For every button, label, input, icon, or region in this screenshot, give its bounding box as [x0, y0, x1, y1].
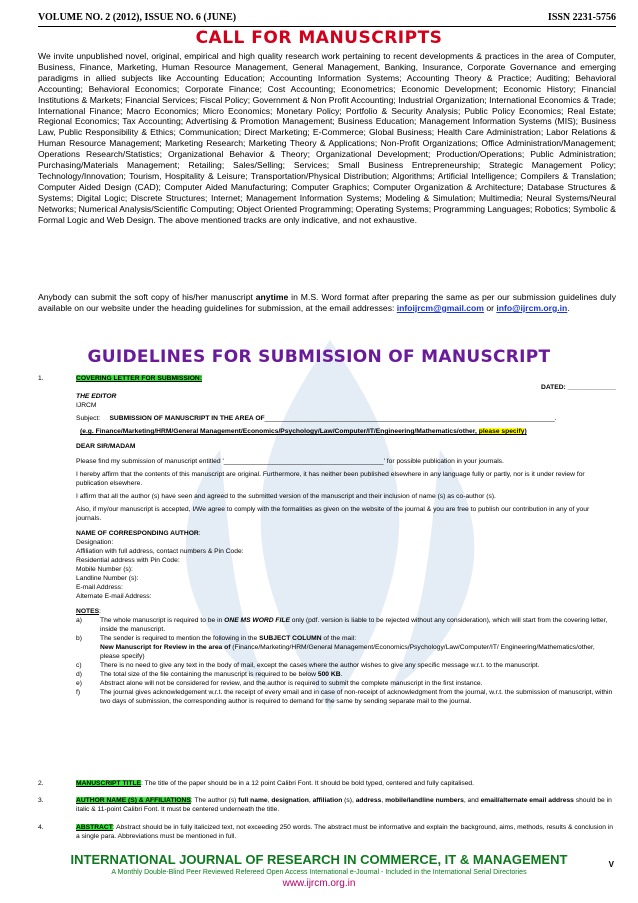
call-for-manuscripts-title: CALL FOR MANUSCRIPTS — [195, 28, 443, 48]
guidelines-title: GUIDELINES FOR SUBMISSION OF MANUSCRIPT — [87, 347, 551, 367]
footer — [0, 852, 638, 889]
submission-paragraph: Anybody can submit the soft copy of his/her manuscript anytime in M.S. Word format after preparing the same as per our submission guidelines duly available on our website under the heading guidelines for submission, at the email addresses: infoijrcm@gmail.com or info@ijrcm.org.in. — [38, 292, 616, 313]
email-link-ijrcm[interactable]: info@ijrcm.org.in — [496, 302, 568, 313]
intro-paragraph: We invite unpublished novel, original, empirical and high quality research work pertaining to recent developments & practices in the area of Computer, Business, Finance, Marketing, Human Resource Management, General Management, Banking, Insurance, Corporate Governance and emerging paradigms in allied subjects like Accounting Education; Accounting Information Systems; Accounting Theory & Practice; Auditing; Behavioral Accounting; Behavioral Economics; Corporate Finance; Cost Accounting; Econometrics; Economic Development; Economic History; Financial Institutions & Markets; Financial Services; Fiscal Policy; Government & Non Profit Accounting; Industrial Organization; International Economics & Trade; International Finance; Macro Economics; Micro Economics; Monetary Policy; Portfolio & Security Analysis; Public Policy Economics; Real Estate; Regional Economics; Tax Accounting; Advertising & Promotion Management; Business Education; Management Information Systems (MIS); Business Law, Public Responsibility & Ethics; Communication; Direct Marketing; E-Commerce; Global Business; Health Care Administration; Labor Relations & Human Resource Management; Marketing Research; Marketing Theory & Applications; Non-Profit Organizations; Office Administration/Management; Operations Research/Statistics; Organizational Behavior & Theory; Organizational Development; Production/Operations; Public Administration; Purchasing/Materials Management; Retailing; Sales/Selling; Services; Small Business Entrepreneurship; Strategic Management Policy; Technology/Innovation; Tourism, Hospitality & Leisure; Transportation/Physical Distribution; Algorithms; Artificial Intelligence; Compilers & Translation; Computer Aided Design (CAD); Computer Aided Manufacturing; Computer Graphics; Computer Organization & Architecture; Database Structures & Systems; Digital Logic; Discrete Structures; Internet; Management Information Systems; Modeling & Simulation; Multimedia; Neural Systems/Neural Networks; Numerical Analysis/Scientific Computing; Object Oriented Programming; Operating Systems; Programming Languages; Robotics; Symbolic & Formal Logic and Web Design. The above mentioned tracks are only indicative, and not exhaustive. — [38, 51, 616, 225]
notes-list — [76, 616, 616, 706]
issn: ISSN 2231-5756 — [547, 12, 616, 23]
covering-letter-heading: COVERING LETTER FOR SUBMISSION: — [76, 375, 202, 382]
note-f: f) The journal gives acknowledgement w.r.t. the receipt of every email and in case of non-receipt of acknowledgment from the journal, w.r.t. the submission of manuscript, within two days of submission, the corresponding author is required to demand for the same by sending separate mail to the journal. — [76, 689, 613, 705]
note-e: e) Abstract alone will not be considered for review, and the author is required to submit the complete manuscript in the first instance. — [76, 680, 483, 687]
section-covering-letter: 1. COVERING LETTER FOR SUBMISSION: DATED: _____________ THE EDITOR IJRCM Subject: SUBMISSION OF MANUSCRIPT IN THE AREA OF______________________________________________________________________________. (e.g. Finance/Marketing/HRM/General Management/Economics/Psychology/Law/Computer/IT/Engineering/Mathematics/other, please specify) DEAR SIR/MADAM Please find my submission of manuscript entitled '___________________________________________' for possible publication in your journals. I hereby affirm that the contents of this manuscript are original. Furthermore, it has neither been published elsewhere in any language fully or partly, nor is it under review for publication elsewhere. I affirm that all the author (s) have seen and agreed to the submitted version of the manuscript and their inclusion of name (s) as co-author (s). Also, if my/our manuscript is accepted, I/We agree to comply with the formalities as given on the website of the journal & you are free to publish our contribution in any of your journals. NAME OF CORRESPONDING AUTHOR: Designation: Affiliation with full address, contact numbers & Pin Code: Residential address with Pin Code: Mobile Number (s): Landline Number (s): E-mail Address: Alternate E-mail Address: NOTES: a) The whole manuscript is required to be in ONE MS WORD FILE only (pdf. version is liable to be rejected without any consideration), which will start from the covering letter, inside the manuscript. b) The sender is required to mention the following in the SUBJECT COLUMN of the mail: New Manuscript for Review in the area of (Finance/Marketing/HRM/General Management/Economics/Psychology/Law/Computer/IT/ Engineering/Mathematics/other, please specify) c) There is no need to give any text in the body of mail, except the cases where the author wishes to give any specific message w.r.t. to the manuscript. d) The total size of the file containing the manuscript is required to be below 500 KB. e) Abstract alone will not be considered for review, and the author is required to submit the complete manuscript in the first instance. f) The journal gives acknowledgement w.r.t. the receipt of every email and in case of non-receipt of acknowledgment from the journal, w.r.t. the submission of manuscript, within two days of submission, the corresponding author is required to demand for the same by sending separate mail to the journal. — [38, 375, 616, 705]
field-landline: Landline Number (s): — [76, 575, 139, 582]
notes-heading: NOTES: — [76, 608, 101, 615]
letter-para-1: Please find my submission of manuscript entitled '___________________________________________' for possible publication in your journals. — [76, 458, 504, 465]
letter-para-3: I affirm that all the author (s) have seen and agreed to the submitted version of the manuscript and their inclusion of name (s) as co-author (s). — [76, 493, 496, 500]
letter-para-2: I hereby affirm that the contents of this manuscript are original. Furthermore, it has neither been published elsewhere in any language fully or partly, nor is it under review for publication elsewhere. — [76, 471, 585, 487]
email-link-gmail[interactable]: infoijrcm@gmail.com — [396, 302, 484, 313]
note-c: c) There is no need to give any text in the body of mail, except the cases where the author wishes to give any specific message w.r.t. to the manuscript. — [76, 662, 540, 669]
field-affiliation: Affiliation with full address, contact numbers & Pin Code: — [76, 548, 244, 555]
journal-tagline: A Monthly Double-Blind Peer Reviewed Refereed Open Access International e-Journal - Included in the International Serial Directories — [111, 869, 527, 876]
note-a: a) The whole manuscript is required to be in ONE MS WORD FILE only (pdf. version is liable to be rejected without any consideration), which will start from the covering letter, inside the manuscript. — [76, 617, 608, 633]
field-residential: Residential address with Pin Code: — [76, 557, 180, 564]
editor-line: THE EDITOR — [76, 393, 117, 400]
running-header — [38, 12, 616, 27]
field-designation: Designation: — [76, 539, 114, 546]
subject-line: Subject: SUBMISSION OF MANUSCRIPT IN THE AREA OF______________________________________________________________________________. — [76, 415, 557, 422]
field-email: E-mail Address: — [76, 584, 123, 591]
area-example-line: (e.g. Finance/Marketing/HRM/General Management/Economics/Psychology/Law/Computer/IT/Engineering/Mathematics/other, please specify) — [80, 428, 527, 435]
letter-para-4: Also, if my/our manuscript is accepted, I/We agree to comply with the formalities as given on the website of the journal & you are free to publish our contribution in any of your journals. — [76, 506, 590, 522]
corresponding-author-fields — [76, 538, 616, 601]
field-alt-email: Alternate E-mail Address: — [76, 593, 152, 600]
corresponding-author-heading: NAME OF CORRESPONDING AUTHOR: — [76, 530, 201, 537]
page: VOLUME NO. 2 (2012), ISSUE NO. 6 (JUNE) ISSN 2231-5756 CALL FOR MANUSCRIPTS We invite unpublished novel, original, empirical and high quality research work pertaining to recent developments & practices in the area of Computer, Business, Finance, Marketing, Human Resource Management, General Management, Banking, Insurance, Corporate Governance and emerging paradigms in allied subjects like Accounting Education; Accounting Information Systems; Accounting Theory & Practice; Auditing; Behavioral Accounting; Behavioral Economics; Corporate Finance; Cost Accounting; Econometrics; Economic Development; Economic History; Financial Institutions & Markets; Financial Services; Fiscal Policy; Government & Non Profit Accounting; Industrial Organization; International Economics & Trade; International Finance; Macro Economics; Micro Economics; Monetary Policy; Portfolio & Security Analysis; Public Policy Economics; Real Estate; Regional Economics; Tax Accounting; Advertising & Promotion Management; Business Education; Management Information Systems (MIS); Business Law, Public Responsibility & Ethics; Communication; Direct Marketing; E-Commerce; Global Business; Health Care Administration; Labor Relations & Human Resource Management; Marketing Research; Marketing Theory & Applications; Non-Profit Organizations; Office Administration/Management; Operations Research/Statistics; Organizational Behavior & Theory; Organizational Development; Production/Operations; Public Administration; Purchasing/Materials Management; Retailing; Sales/Selling; Services; Small Business Entrepreneurship; Strategic Management Policy; Technology/Innovation; Tourism, Hospitality & Leisure; Transportation/Physical Distribution; Algorithms; Artificial Intelligence; Compilers & Translation; Computer Aided Design (CAD); Computer Aided Manufacturing; Computer Graphics; Computer Organization & Architecture; Database Structures & Systems; Digital Logic; Discrete Structures; Internet; Management Information Systems; Modeling & Simulation; Multimedia; Neural Systems/Neural Networks; Numerical Analysis/Scientific Computing; Object Oriented Programming; Operating Systems; Programming Languages; Robotics; Symbolic & Formal Logic and Web Design. The above mentioned tracks are only indicative, and not exhaustive. Anybody can submit the soft copy of his/her manuscript anytime in M.S. Word format after preparing the same as per our submission guidelines duly available on our website under the heading guidelines for submission, at the email addresses: infoijrcm@gmail.com or info@ijrcm.org.in. GUIDELINES FOR SUBMISSION OF MANUSCRIPT 1. COVERING LETTER FOR SUBMISSION: DATED: _____________ THE EDITOR IJRCM Subject: SUBMISSION OF MANUSCRIPT IN THE AREA OF______________________________________________________________________________. (e.g. Finance/Marketing/HRM/General Management/Economics/Psychology/Law/Computer/IT/Engineering/Mathematics/other, please specify) DEAR SIR/MADAM Please find my submission of manuscript entitled '___________________________________________' for possible publication in your journals. I hereby affirm that the contents of this manuscript are original. Furthermore, it has neither been published elsewhere in any language fully or partly, nor is it under review for publication elsewhere. I affirm that all the author (s) have seen and agreed to the submitted version of the manuscript and their inclusion of name (s) as co-author (s). Also, if my/our manuscript is accepted, I/We agree to comply with the formalities as given on the website of the journal & you are free to publish our contribution in any of your journals. NAME OF CORRESPONDING AUTHOR: Designation: Affiliation with full address, contact numbers & Pin Code: Residential address with Pin Code: Mobile Number (s): Landline Number (s): E-mail Address: Alternate E-mail Address: NOTES: a) The whole manuscript is required to be in ONE MS WORD FILE only (pdf. version is liable to be rejected without any consideration), which will start from the covering letter, inside the manuscript. b) The sender is required to mention the following in the SUBJECT COLUMN of the mail: New Manuscript for Review in the area of (Finance/Marketing/HRM/General Management/Economics/Psychology/Law/Computer/IT/ Engineering/Mathematics/other, please specify) c) There is no need to give any text in the body of mail, except the cases where the author wishes to give any specific message w.r.t. to the manuscript. d) The total size of the file containing the manuscript is required to be below 500 KB. e) Abstract alone will not be considered for review, and the author is required to submit the complete manuscript in the first instance. f) The journal gives acknowledgement w.r.t. the receipt of every email and in case of non-receipt of acknowledgment from the journal, w.r.t. the submission of manuscript, within two days of submission, the corresponding author is required to demand for the same by sending separate mail to the journal. 2. MANUSCRIPT TITLE: The title of the paper should be in a 12 point Calibri Font. It should be bold typed, centered and fully capitalised. 3. AUTHOR NAME (S) & AFFILIATIONS: The author (s) full name, designation, affiliation (s), address, mobile/landline numbers, and email/alternate email address should be in italic & 11-point Calibri Font. It must be centered underneath the title. 4. ABSTRACT: Abstract should be in fully italicized text, not exceeding 250 words. The abstract must be informative and explain the background, aims, methods, results & conclusion in a single para. Abbreviations must be mentioned in full. INTERNATIONAL JOURNAL OF RESEARCH IN COMMERCE, IT & MANAGEMENT A Monthly Double-Blind Peer Reviewed Refereed Open Access International e-Journal - Included in the International Serial Directories www.ijrcm.org.in V — [0, 0, 638, 903]
dated-line: DATED: _____________ — [541, 384, 616, 391]
note-b: b) The sender is required to mention the following in the SUBJECT COLUMN of the mail: New Manuscript for Review in the area of (Finance/Marketing/HRM/General Management/Economics/Psychology/Law/Computer/IT/ Engineering/Mathematics/other, please specify) — [76, 635, 595, 660]
note-d: d) The total size of the file containing the manuscript is required to be below 500 KB. — [76, 671, 343, 678]
journal-url[interactable]: www.ijrcm.org.in — [282, 878, 356, 889]
journal-name: INTERNATIONAL JOURNAL OF RESEARCH IN COMMERCE, IT & MANAGEMENT — [70, 852, 568, 867]
org-line: IJRCM — [76, 402, 97, 409]
field-mobile: Mobile Number (s): — [76, 566, 133, 573]
volume-issue: VOLUME NO. 2 (2012), ISSUE NO. 6 (JUNE) — [38, 12, 237, 23]
page-number: V — [608, 860, 614, 869]
salutation: DEAR SIR/MADAM — [76, 443, 136, 450]
